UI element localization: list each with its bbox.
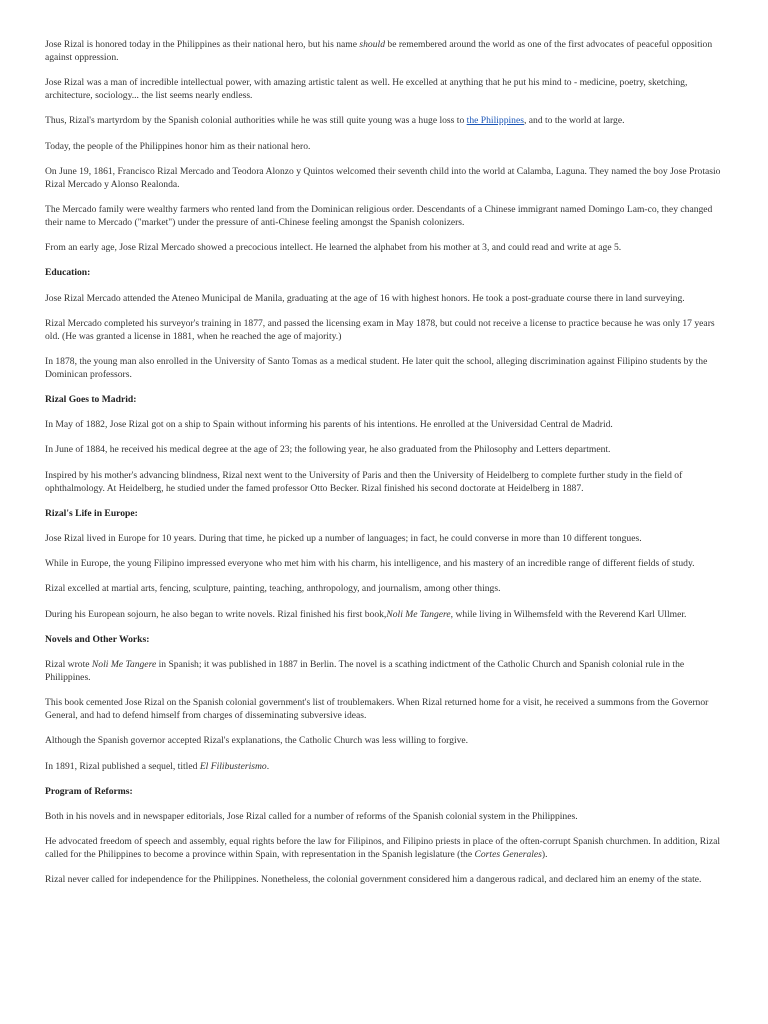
paragraph: Rizal never called for independence for the Philippines. Nonetheless, the colonial government considered him a dangerous radical, and declared him an enemy of the state. xyxy=(45,874,702,886)
paragraph: Jose Rizal is honored today in the Philippines as their national hero, but his name should be remembered around the world as one of the first advocates of peaceful opposition against oppression. xyxy=(45,39,713,63)
paragraph: In June of 1884, he received his medical degree at the age of 23; the following year, he also graduated from the Philosophy and Letters department. xyxy=(45,444,611,456)
paragraph: Rizal excelled at martial arts, fencing, sculpture, painting, teaching, anthropology, and journalism, among other things. xyxy=(45,583,501,595)
paragraph: Rizal wrote Noli Me Tangere in Spanish; it was published in 1887 in Berlin. The novel is a scathing indictment of the Catholic Church and Spanish colonial rule in the Philippines. xyxy=(45,658,685,683)
paragraph: Jose Rizal lived in Europe for 10 years. During that time, he picked up a number of languages; in fact, he could converse in more than 10 different tongues. xyxy=(45,533,642,544)
paragraph: This book cemented Jose Rizal on the Spanish colonial government's list of troublemakers. When Rizal returned home for a visit, he received a summons from the Governor General, and had to defend himself from charges of disseminating subversive ideas. xyxy=(45,697,709,722)
paragraph: Rizal Mercado completed his surveyor's training in 1877, and passed the licensing exam in May 1878, but could not receive a license to practice because he was only 17 years old. (He was granted a license in 1881, when he reached the age of majority.) xyxy=(45,317,715,342)
paragraph: From an early age, Jose Rizal Mercado showed a precocious intellect. He learned the alphabet from his mother at 3, and could read and write at age 5. xyxy=(45,242,622,254)
paragraph: In 1878, the young man also enrolled in the University of Santo Tomas as a medical student. He later quit the school, alleging discrimination against Filipino students by the Dominican professors. xyxy=(45,355,708,380)
section-heading-europe: Rizal's Life in Europe: xyxy=(45,507,138,519)
section-heading-education: Education: xyxy=(45,267,91,279)
paragraph: Today, the people of the Philippines honor him as their national hero. xyxy=(45,140,311,152)
paragraph: Jose Rizal was a man of incredible intellectual power, with amazing artistic talent as well. He excelled at anything that he put his mind to - medicine, poetry, sketching, architecture, sociology... the list seems nearly endless. xyxy=(45,77,688,102)
section-heading-novels: Novels and Other Works: xyxy=(45,633,150,645)
paragraph: During his European sojourn, he also began to write novels. Rizal finished his first book,Noli Me Tangere, while living in Wilhemsfeld with the Reverend Karl Ullmer. xyxy=(45,608,687,620)
paragraph: Although the Spanish governor accepted Rizal's explanations, the Catholic Church was less willing to forgive. xyxy=(45,735,469,747)
paragraph: In 1891, Rizal published a sequel, titled El Filibusterismo. xyxy=(45,760,270,772)
paragraph: In May of 1882, Jose Rizal got on a ship to Spain without informing his parents of his intentions. He enrolled at the Universidad Central de Madrid. xyxy=(45,419,613,431)
section-heading-reforms: Program of Reforms: xyxy=(45,785,133,797)
paragraph: Thus, Rizal's martyrdom by the Spanish colonial authorities while he was still quite young was a huge loss to the Philippines, and to the world at large. xyxy=(45,115,625,127)
paragraph: Inspired by his mother's advancing blindness, Rizal next went to the University of Paris and then the University of Heidelberg to complete further study in the field of ophthalmology. At Heidelberg, he studied under the famed professor Otto Becker. Rizal finished his second doctorate at Heidelberg in 1887. xyxy=(45,469,683,494)
paragraph: Both in his novels and in newspaper editorials, Jose Rizal called for a number of reforms of the Spanish colonial system in the Philippines. xyxy=(45,810,578,822)
section-heading-madrid: Rizal Goes to Madrid: xyxy=(45,394,137,406)
article-body xyxy=(45,38,730,898)
paragraph: The Mercado family were wealthy farmers who rented land from the Dominican religious order. Descendants of a Chinese immigrant named Domingo Lam-co, they changed their name to Mercado ("market") under the pressure of anti-Chinese feeling amongst the Spanish colonizers. xyxy=(45,203,713,228)
paragraph: Jose Rizal Mercado attended the Ateneo Municipal de Manila, graduating at the age of 16 with highest honors. He took a post-graduate course there in land surveying. xyxy=(45,292,685,304)
paragraph: While in Europe, the young Filipino impressed everyone who met him with his charm, his intelligence, and his mastery of an incredible range of different fields of study. xyxy=(45,558,695,570)
paragraph: On June 19, 1861, Francisco Rizal Mercado and Teodora Alonzo y Quintos welcomed their seventh child into the world at Calamba, Laguna. They named the boy Jose Protasio Rizal Mercado y Alonso Realonda. xyxy=(45,165,721,190)
paragraph: He advocated freedom of speech and assembly, equal rights before the law for Filipinos, and Filipino priests in place of the often-corrupt Spanish churchmen. In addition, Rizal called for the Philippines to become a province within Spain, with representation in the Spanish legislature (the Cortes Generales). xyxy=(45,836,721,861)
philippines-link[interactable]: the Philippines xyxy=(466,115,524,127)
